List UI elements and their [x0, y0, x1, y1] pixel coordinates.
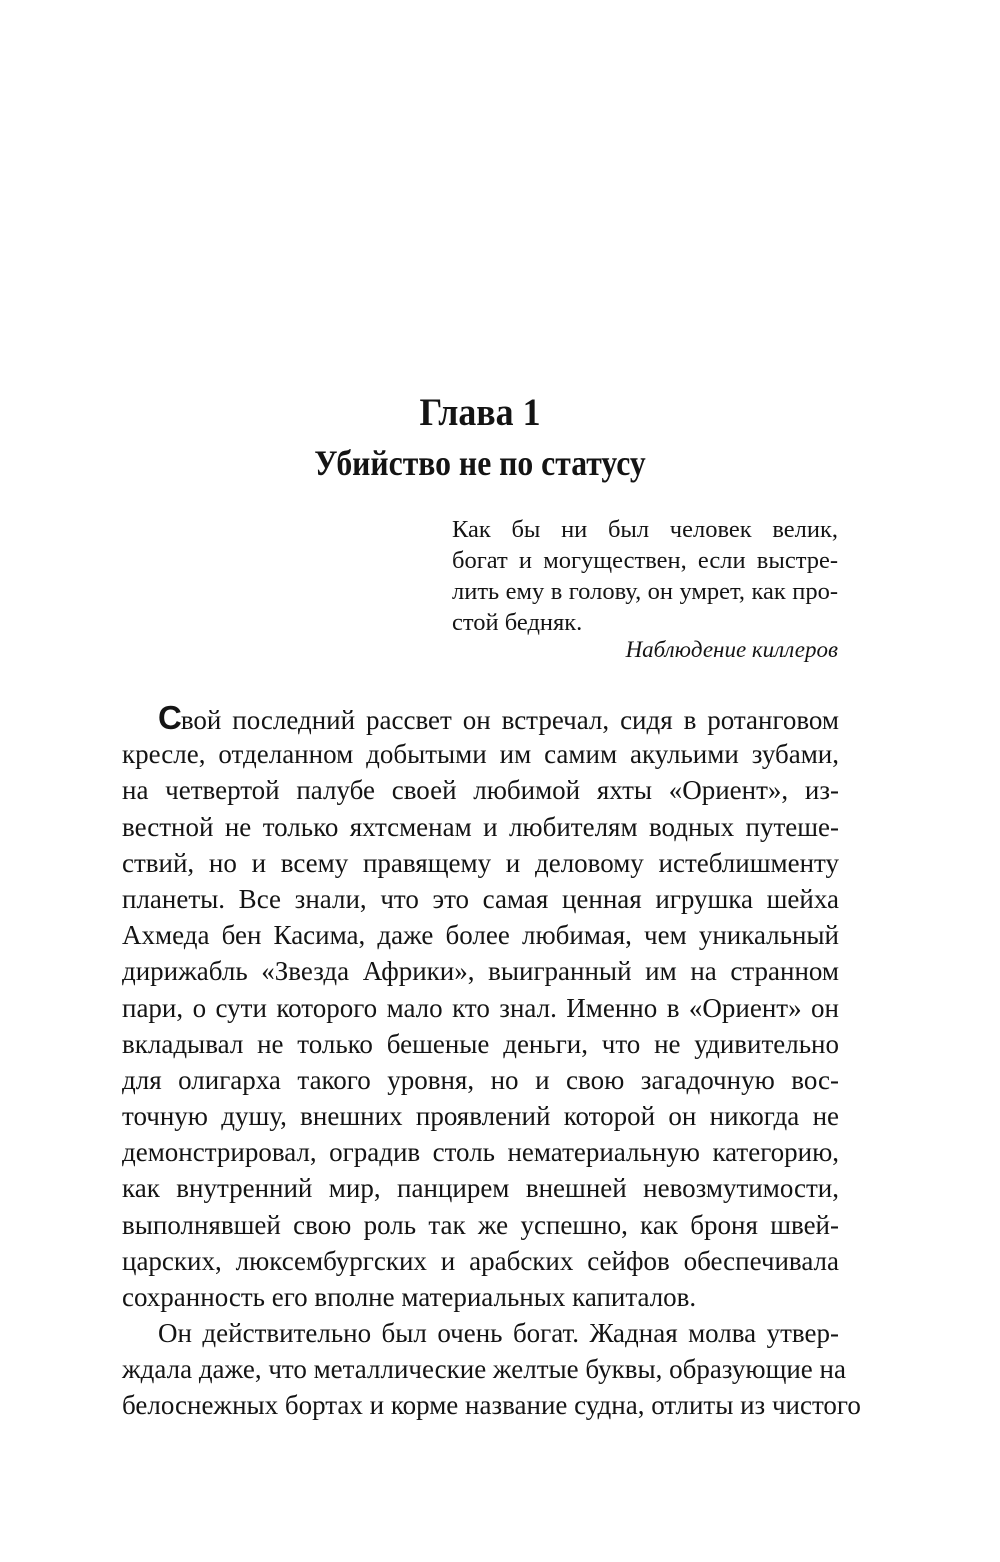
paragraph-line: царских, люксембургских и арабских сейфов обеспечивала [122, 1245, 839, 1276]
drop-cap: С [158, 699, 181, 736]
paragraph-line: Ахмеда бен Касима, даже более любимая, чем уникальный [122, 920, 839, 951]
paragraph-1 [122, 700, 839, 1315]
paragraph-line: дирижабль «Звезда Африки», выигранный им на странном [122, 956, 839, 987]
paragraph-2 [122, 1315, 861, 1424]
paragraph-line: планеты. Все знали, что это самая ценная игрушка шейха [122, 883, 839, 914]
paragraph-line: как внутренний мир, панцирем внешней невозмутимости, [122, 1173, 839, 1204]
paragraph-line: кресле, отделанном добытыми им самим акульими зубами, [122, 739, 839, 770]
paragraph-line: вестной не только яхтсменам и любителям водных путеше- [122, 811, 839, 842]
paragraph-line: на четвертой палубе своей любимой яхты «Ориент», из- [122, 775, 839, 806]
paragraph-line: вкладывал не только бешеные деньги, что не удивительно [122, 1028, 839, 1059]
paragraph-line: белоснежных бортах и корме название судна, отлиты из чистого [122, 1390, 861, 1421]
paragraph-line-text: вой последний рассвет он встречал, сидя в ротанговом [180, 705, 839, 735]
paragraph-line: пари, о сути которого мало кто знал. Именно в «Ориент» он [122, 992, 839, 1023]
epigraph-line: богат и могуществен, если выстре- [452, 547, 838, 574]
paragraph-line: ствий, но и всему правящему и деловому истеблишменту [122, 847, 839, 878]
paragraph-line: выполнявшей свою роль так же успешно, как броня швей- [122, 1209, 839, 1240]
epigraph-line: лить ему в голову, он умрет, как про- [452, 578, 838, 605]
paragraph-line: точную душу, внешних проявлений которой он никогда не [122, 1101, 839, 1132]
paragraph-line: сохранность его вполне материальных капиталов. [122, 1282, 697, 1312]
paragraph-line: демонстрировал, оградив столь нематериальную категорию, [122, 1137, 839, 1168]
chapter-number: Глава 1 [419, 391, 541, 434]
epigraph-source: Наблюдение киллеров [625, 637, 838, 662]
paragraph-line: ждала даже, что металлические желтые буквы, образующие на [122, 1354, 846, 1385]
epigraph-line: Как бы ни был человек велик, [452, 516, 838, 543]
epigraph [452, 514, 838, 638]
paragraph-line [122, 700, 839, 736]
chapter-title: Убийство не по статусу [314, 443, 646, 483]
epigraph-line: стой бедняк. [452, 609, 583, 636]
paragraph-line: Он действительно был очень богат. Жадная молва утвер- [158, 1318, 839, 1348]
paragraph-line: для олигарха такого уровня, но и свою загадочную вос- [122, 1064, 839, 1095]
